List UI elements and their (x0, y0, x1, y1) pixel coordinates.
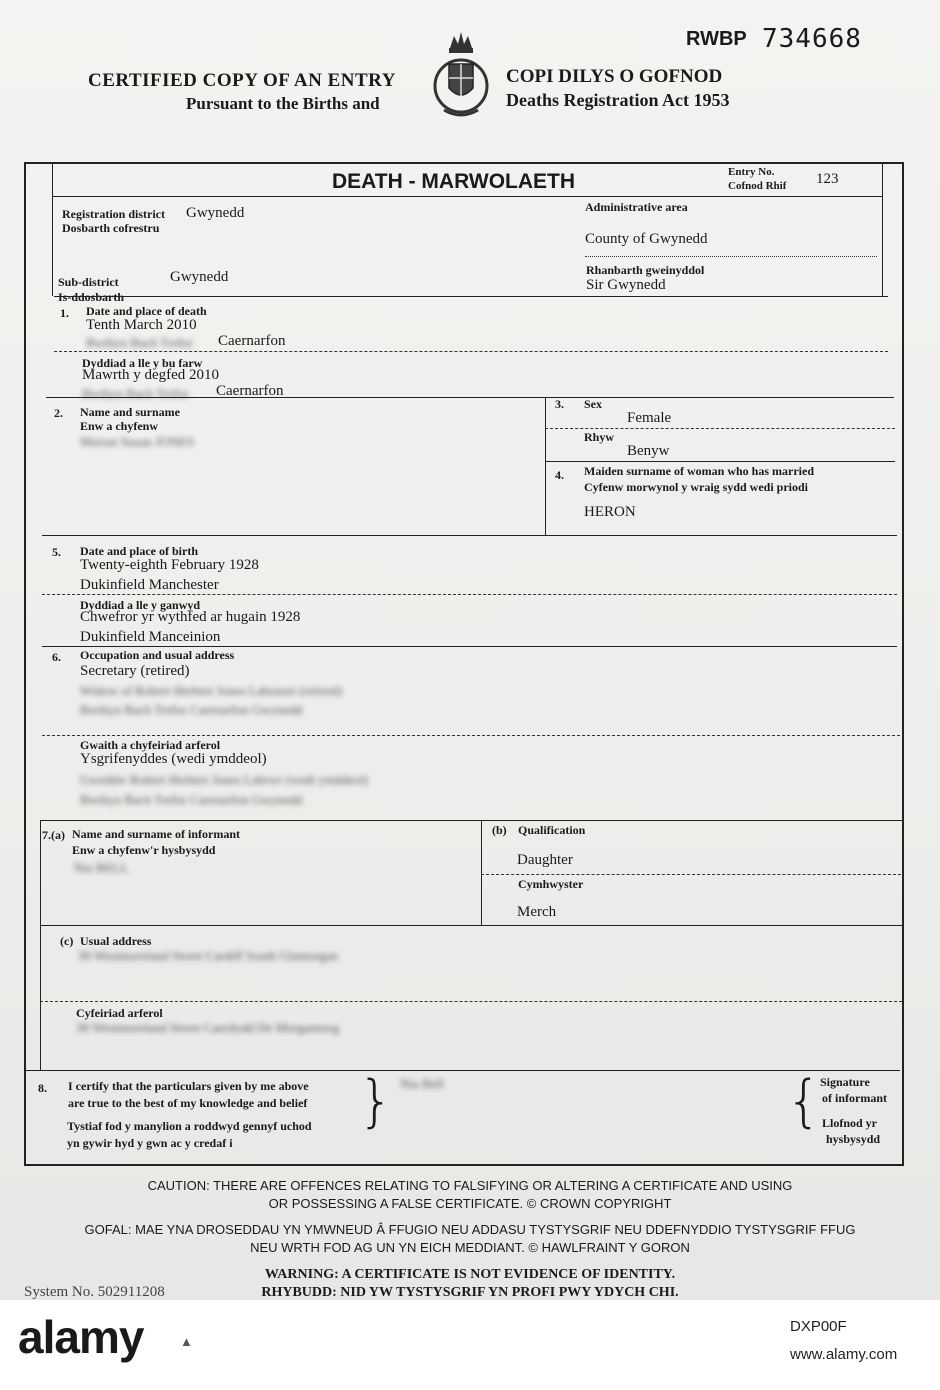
brace-left-icon: { (786, 1069, 822, 1134)
death-divider (54, 351, 888, 352)
sex-label-cy: Rhyw (584, 430, 615, 444)
qualification-value-cy: Merch (517, 904, 557, 920)
admin-label-cy: Rhanbarth gweinyddol (586, 263, 705, 277)
subdistrict-label-en: Sub-district (58, 275, 119, 289)
signature-label-cy-2: hysbysydd (826, 1132, 881, 1146)
watermark-image-id: DXP00F (790, 1318, 847, 1335)
birth-place-cy: Dukinfield Manceinion (80, 629, 221, 645)
sex-value-cy: Benyw (627, 443, 670, 459)
header-en-line1: CERTIFIED COPY OF AN ENTRY (88, 70, 396, 91)
watermark-icon: ▲ (180, 1334, 193, 1349)
qualification-label-cy: Cymhwyster (518, 877, 584, 891)
birth-label-en: Date and place of birth (80, 544, 198, 558)
qualification-value-en: Daughter (517, 852, 573, 868)
subdistrict-label-cy: Is-ddosbarth (58, 290, 125, 304)
address-label-cy: Cyfeiriad arferol (76, 1006, 163, 1020)
rule-after-birth (42, 646, 897, 647)
occupation-redacted-cy-2: Bwthyn Bach Trefor Caernarfon Gwynedd (80, 792, 303, 807)
occupation-divider (42, 735, 900, 736)
occupation-label-cy: Gwaith a chyfeiriad arferol (80, 738, 221, 752)
occupation-value-en: Secretary (retired) (80, 663, 190, 679)
birth-place-en: Dukinfield Manchester (80, 577, 219, 593)
occupation-label-en: Occupation and usual address (80, 648, 235, 662)
maiden-num: 4. (555, 468, 564, 482)
name-label-en: Name and surname (80, 405, 181, 419)
name-num: 2. (54, 406, 63, 420)
informant-label-cy: Enw a chyfenw'r hysbysydd (72, 843, 216, 857)
address-redacted-en: 30 Westmoreland Street Cardiff South Glamorgan (78, 948, 338, 963)
header-en-line2: Pursuant to the Births and (186, 94, 380, 113)
watermark-logo: alamy (18, 1311, 144, 1363)
informant-num: 7.(a) (42, 828, 65, 842)
sex-value-en: Female (627, 410, 672, 426)
title-left (52, 162, 53, 196)
address-redacted-cy: 30 Westmoreland Street Caerdydd De Morgannwg (76, 1020, 340, 1035)
signature-label-en-2: of informant (822, 1091, 887, 1105)
header-cy-line1: COPI DILYS O GOFNOD (506, 66, 723, 87)
title-right (882, 162, 883, 196)
signature-label-cy-1: Llofnod yr (822, 1116, 878, 1130)
sex-label-en: Sex (584, 397, 602, 411)
birth-label-cy: Dyddiad a lle y ganwyd (80, 598, 201, 612)
occupation-num: 6. (52, 650, 61, 664)
informant-left (40, 820, 41, 1070)
maiden-label-en: Maiden surname of woman who has married (584, 464, 814, 478)
informant-value-redacted: Nia BELL (74, 860, 129, 875)
informant-label-en: Name and surname of informant (72, 827, 240, 841)
caution-line-2: OR POSSESSING A FALSE CERTIFICATE. © CROWN COPYRIGHT (268, 1196, 672, 1211)
signature-redacted: Nia Bell (400, 1076, 444, 1091)
address-label-en: Usual address (80, 934, 152, 948)
certify-num: 8. (38, 1081, 47, 1095)
death-place-redacted-en: Bwthyn Bach Trefor (86, 335, 193, 350)
title-underline (52, 196, 882, 197)
system-number: System No. 502911208 (24, 1284, 165, 1300)
serial-number: 734668 (762, 24, 862, 54)
name-sex-divider (545, 397, 546, 535)
rule-after-registration (54, 296, 888, 297)
watermark-url: www.alamy.com (790, 1346, 898, 1363)
birth-divider (42, 594, 897, 595)
sex-num: 3. (555, 397, 564, 411)
birth-num: 5. (52, 545, 61, 559)
subdistrict-value: Gwynedd (170, 269, 229, 285)
death-label-cy: Dyddiad a lle y bu farw (82, 356, 203, 370)
header-cy-line2: Deaths Registration Act 1953 (506, 90, 730, 110)
birth-date-en: Twenty-eighth February 1928 (80, 557, 259, 573)
rule-after-occupation (40, 820, 902, 821)
watermark-strip (0, 1300, 940, 1390)
rule-after-sex (545, 461, 895, 462)
death-place-cy: Caernarfon (216, 383, 284, 399)
entry-label-en: Entry No. (728, 166, 775, 178)
district-value: Gwynedd (186, 205, 245, 221)
admin-divider (585, 256, 877, 257)
name-value-redacted: Marian Susan JONES (80, 434, 195, 449)
admin-label-en: Administrative area (585, 200, 688, 214)
gofal-line-2: NEU WRTH FOD AG UN YN EICH MEDDIANT. © HAWLFRAINT Y GORON (250, 1240, 690, 1255)
certify-en-2: are true to the best of my knowledge and belief (68, 1096, 308, 1110)
death-num: 1. (60, 306, 69, 320)
royal-crest-icon (430, 30, 492, 120)
brace-right-icon: } (358, 1069, 394, 1134)
qualification-num: (b) (492, 823, 507, 837)
certify-en-1: I certify that the particulars given by me above (68, 1079, 309, 1093)
rule-after-informant (40, 925, 902, 926)
rule-after-name (42, 535, 897, 536)
entry-label-cy: Cofnod Rhif (728, 180, 787, 192)
death-place-redacted-cy: Bwthyn Bach Trefor (82, 386, 189, 401)
occupation-value-cy: Ysgrifenyddes (wedi ymddeol) (80, 751, 267, 767)
district-label-cy: Dosbarth cofrestru (62, 221, 160, 235)
address-num: (c) (60, 934, 74, 948)
qualification-divider (481, 874, 901, 875)
informant-divider (481, 820, 482, 925)
birth-date-cy: Chwefror yr wythfed ar hugain 1928 (80, 609, 301, 625)
occupation-redacted-cy-1: Gweddw Robert Herbert Jones Labrwr (wedi ymddeol) (80, 772, 369, 787)
entry-number: 123 (816, 171, 839, 187)
qualification-label-en: Qualification (518, 823, 586, 837)
rule-after-death (46, 397, 894, 398)
death-label-en: Date and place of death (86, 304, 207, 318)
gofal-line-1: GOFAL: MAE YNA DROSEDDAU YN YMWNEUD Â FFUGIO NEU ADDASU TYSTYSGRIF NEU DDEFNYDDIO TYSTYSGRIF FFUG (84, 1222, 856, 1237)
serial-prefix: RWBP (686, 28, 747, 50)
death-date-en: Tenth March 2010 (86, 317, 197, 333)
warning-line-2: RHYBUDD: NID YW TYSTYSGRIF YN PROFI PWY YDYCH CHI. (261, 1285, 679, 1300)
warning-line-1: WARNING: A CERTIFICATE IS NOT EVIDENCE OF IDENTITY. (264, 1267, 676, 1282)
form-title: DEATH - MARWOLAETH (332, 170, 576, 193)
address-divider (40, 1001, 902, 1002)
occupation-redacted-en-1: Widow of Robert Herbert Jones Labourer (retired) (80, 683, 343, 698)
signature-label-en-1: Signature (820, 1075, 870, 1089)
name-label-cy: Enw a chyfenw (80, 419, 159, 433)
occupation-redacted-en-2: Bwthyn Bach Trefor Caernarfon Gwynedd (80, 702, 303, 717)
district-label-en: Registration district (62, 207, 165, 221)
death-place-en: Caernarfon (218, 333, 286, 349)
admin-value-cy: Sir Gwynedd (586, 277, 666, 293)
death-date-cy: Mawrth y degfed 2010 (82, 367, 220, 383)
certify-cy-2: yn gywir hyd y gwn ac y credaf i (67, 1136, 233, 1150)
rule-after-address (26, 1070, 900, 1071)
admin-value-en: County of Gwynedd (585, 231, 708, 247)
reg-right (882, 196, 883, 296)
certify-cy-1: Tystiaf fod y manylion a roddwyd gennyf uchod (67, 1119, 312, 1133)
sex-divider (545, 428, 895, 429)
maiden-value: HERON (584, 504, 636, 520)
caution-line-1: CAUTION: THERE ARE OFFENCES RELATING TO FALSIFYING OR ALTERING A CERTIFICATE AND USING (147, 1178, 793, 1193)
reg-left (52, 196, 53, 296)
maiden-label-cy: Cyfenw morwynol y wraig sydd wedi priodi (584, 480, 809, 494)
